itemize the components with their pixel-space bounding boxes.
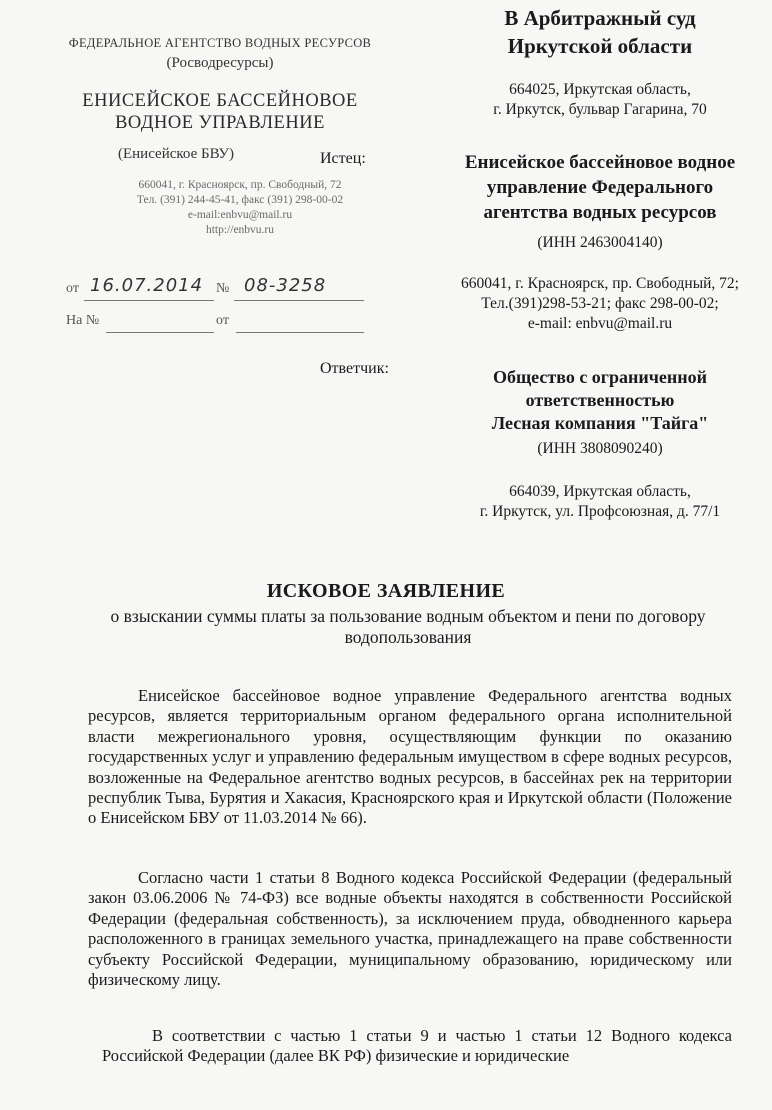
letterhead-agency: ФЕДЕРАЛЬНОЕ АГЕНТСТВО ВОДНЫХ РЕСУРСОВ (68, 36, 372, 50)
ref-date-handwritten: 16.07.2014 (90, 275, 204, 296)
court-title-line1: В Арбитражный суд (504, 6, 696, 30)
ref-date-line (84, 300, 214, 301)
defendant-name (440, 366, 760, 435)
plaintiff-address-line1: 660041, г. Красноярск, пр. Свободный, 72; (461, 275, 739, 292)
letterhead-organization (40, 90, 400, 134)
in-ref-line (106, 332, 214, 333)
plaintiff-name (440, 150, 760, 225)
document-title: ИСКОВОЕ ЗАЯВЛЕНИЕ (266, 580, 506, 602)
defendant-address (440, 482, 760, 522)
body-paragraph: Согласно части 1 статьи 8 Водного кодекса Российской Федерации (федеральный закон 03.06.2006 № 74-ФЗ) все водные объекты находятся в собственности Российской Федерации (федеральная собственность), за исключением пруда, обводненного карьера расположенного в границах земельного участка, принадлежащего на праве собственности субъекту Российской Федерации, муниципальному образованию, юридическому или физическому лицу. (88, 868, 732, 990)
ref-no-label: № (216, 281, 230, 296)
letterhead-email: e-mail:enbvu@mail.ru (187, 209, 293, 221)
ref-no-handwritten: 08-3258 (244, 275, 327, 296)
defendant-address-line1: 664039, Иркутская область, (509, 483, 691, 500)
defendant-inn: (ИНН 3808090240) (537, 440, 663, 457)
letterhead-agency-short: (Росводресурсы) (166, 55, 274, 71)
defendant-label: Ответчик: (320, 360, 389, 377)
letterhead-contacts (80, 178, 400, 238)
body-paragraph: Енисейское бассейновое водное управление Федерального агентства водных ресурсов, является территориальным органом федерального органа исполнительной власти межрегионального уровня, осуществляющим функции по оказанию государственных услуг и управлению федеральным имуществом в сфере водных ресурсов, возложенные на Федеральное агентство водных ресурсов, в бассейнах рек на территории республик Тыва, Бурятия и Хакасия, Красноярского края и Иркутской области (Положение о Енисейском БВУ от 11.03.2014 № 66). (88, 686, 732, 828)
in-ref-date-line (236, 332, 364, 333)
letterhead-address: 660041, г. Красноярск, пр. Свободный, 72 (138, 179, 342, 191)
body-paragraph-2-block (88, 868, 732, 990)
letterhead-web: http://enbvu.ru (205, 224, 275, 236)
ref-from-label: от (66, 281, 79, 296)
outgoing-reference (66, 275, 366, 303)
plaintiff-label: Истец: (320, 150, 366, 167)
court-address (440, 80, 760, 120)
court-title-line2: Иркутской области (507, 34, 693, 58)
document-subtitle: о взыскании суммы платы за пользование водным объектом и пени по договору водопользования (110, 606, 706, 647)
letterhead-org-line2: ВОДНОЕ УПРАВЛЕНИЕ (115, 113, 325, 133)
incoming-reference (66, 313, 366, 335)
plaintiff-name-line1: Енисейское бассейновое водное (464, 152, 736, 173)
defendant-address-line2: г. Иркутск, ул. Профсоюзная, д. 77/1 (479, 503, 721, 520)
letterhead-org-short: (Енисейское БВУ) (118, 146, 235, 162)
letterhead-phone: Тел. (391) 244-45-41, факс (391) 298-00-02 (136, 194, 344, 206)
plaintiff-address (440, 274, 760, 334)
court-address-line1: 664025, Иркутская область, (509, 81, 691, 98)
plaintiff-address-line2: Тел.(391)298-53-21; факс 298-00-02; (481, 295, 719, 312)
body-paragraph-3-block (102, 1026, 732, 1067)
in-ref-label: На № (66, 313, 100, 328)
defendant-name-line1: Общество с ограниченной (492, 367, 707, 387)
plaintiff-inn: (ИНН 2463004140) (537, 234, 663, 251)
defendant-name-line2: ответственностью (525, 390, 675, 410)
plaintiff-name-line2: управление Федерального (486, 177, 714, 198)
in-ref-from-label: от (216, 313, 229, 328)
court-title (440, 4, 760, 60)
body-paragraph: В соответствии с частью 1 статьи 9 и частью 1 статьи 12 Водного кодекса Российской Федерации (далее ВК РФ) физические и юридические (102, 1026, 732, 1066)
plaintiff-name-line3: агентства водных ресурсов (483, 202, 717, 223)
letterhead-org-line1: ЕНИСЕЙСКОЕ БАССЕЙНОВОЕ (82, 91, 358, 111)
plaintiff-address-line3: e-mail: enbvu@mail.ru (527, 315, 673, 332)
body-paragraph-1-block (88, 686, 732, 829)
court-address-line2: г. Иркутск, бульвар Гагарина, 70 (493, 101, 707, 118)
defendant-name-line3: Лесная компания "Тайга" (491, 413, 709, 433)
ref-no-line (234, 300, 364, 301)
